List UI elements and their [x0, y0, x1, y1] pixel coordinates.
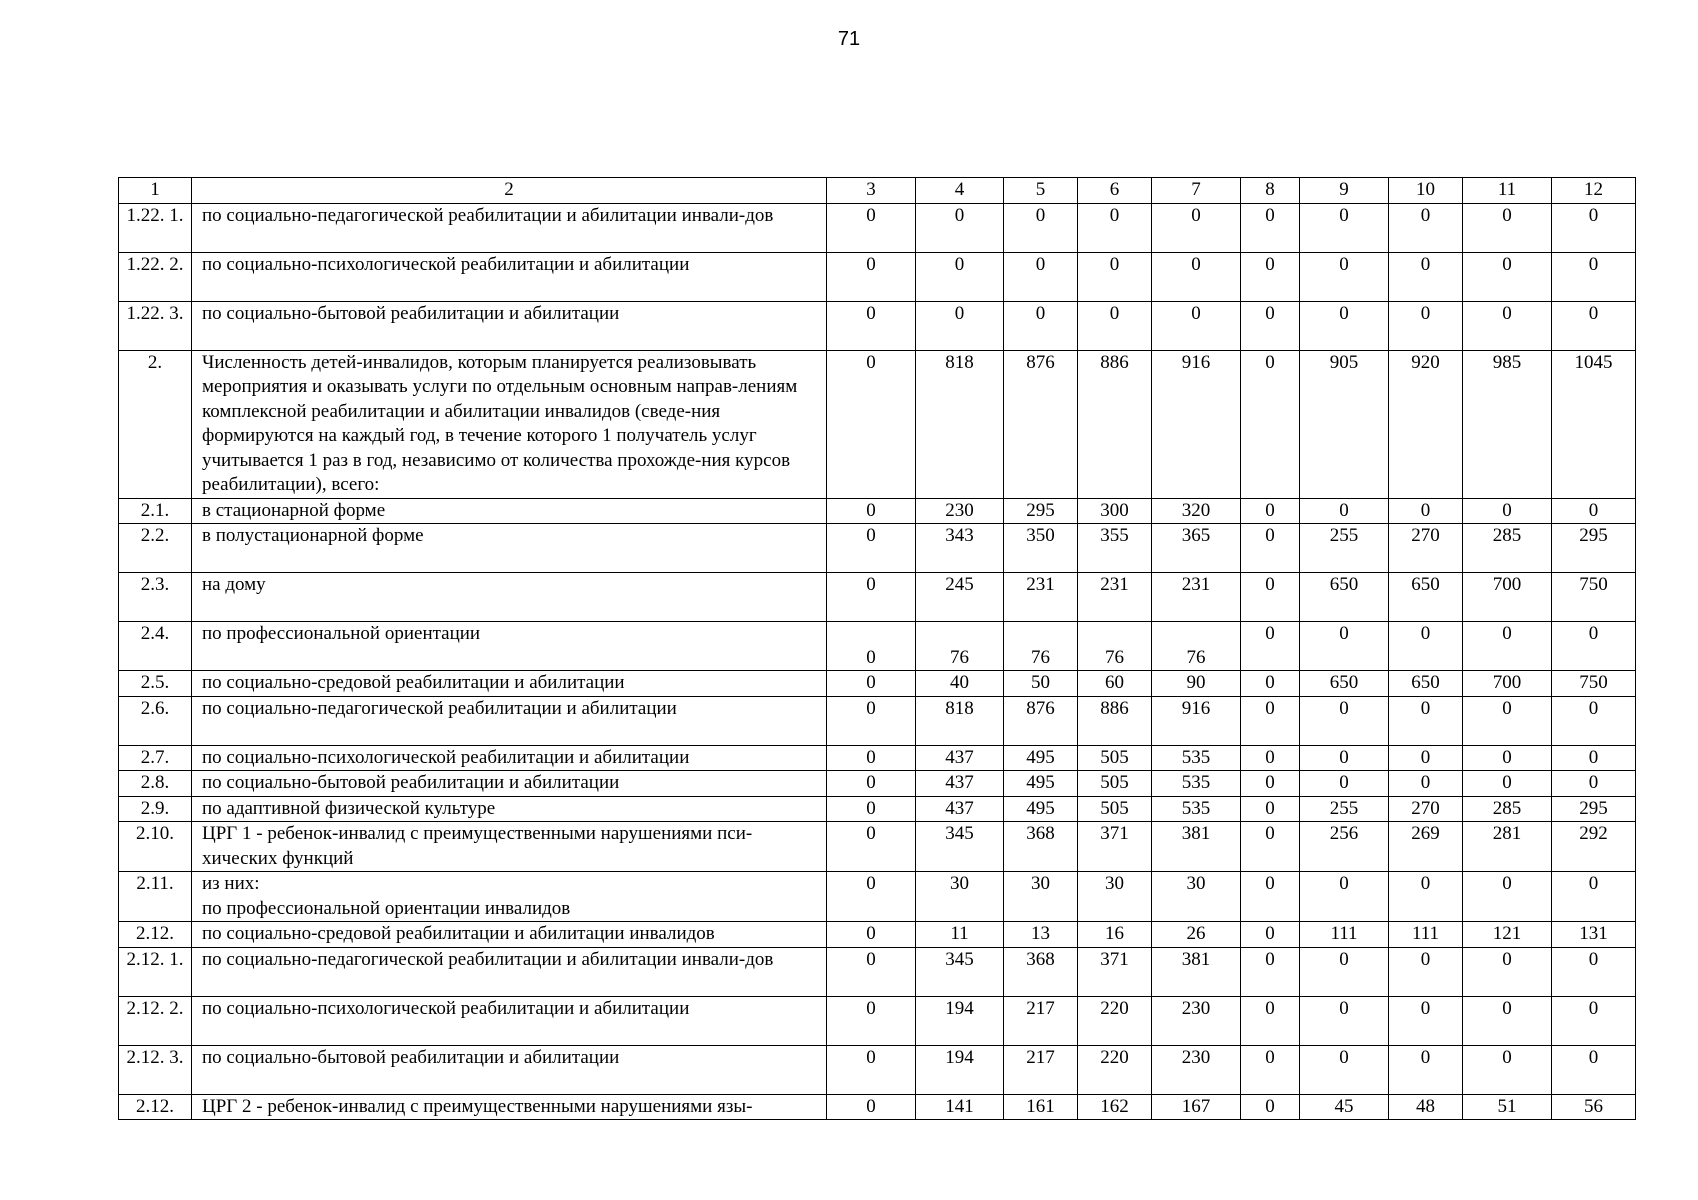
row-number: 2.11. — [119, 872, 192, 922]
value-cell: 0 — [1004, 301, 1078, 350]
value-cell: 0 — [827, 203, 916, 252]
row-number: 2.9. — [119, 796, 192, 822]
value-cell: 886 — [1078, 350, 1152, 498]
value-cell: 818 — [916, 696, 1004, 745]
value-cell: 0 — [1300, 301, 1389, 350]
value-cell: 285 — [1463, 796, 1552, 822]
value-cell: 495 — [1004, 771, 1078, 797]
table-row — [119, 696, 1636, 745]
value-cell: 0 — [827, 745, 916, 771]
row-name: по социально-психологической реабилитации и абилитации — [192, 252, 827, 301]
value-cell: 0 — [916, 252, 1004, 301]
value-cell: 256 — [1300, 822, 1389, 872]
value-cell: 0 — [827, 822, 916, 872]
row-number: 1.22. 3. — [119, 301, 192, 350]
value-cell: 230 — [916, 498, 1004, 524]
value-cell: 0 — [1300, 696, 1389, 745]
value-cell: 56 — [1552, 1094, 1636, 1120]
value-cell: 700 — [1463, 573, 1552, 622]
value-cell: 0 — [1389, 947, 1463, 996]
value-cell: 0 — [1463, 696, 1552, 745]
column-header: 5 — [1004, 178, 1078, 204]
value-cell: 30 — [1152, 872, 1241, 922]
value-cell: 505 — [1078, 796, 1152, 822]
value-cell: 76 — [1004, 622, 1078, 671]
value-cell: 0 — [1241, 573, 1300, 622]
value-cell: 217 — [1004, 996, 1078, 1045]
row-number: 2. — [119, 350, 192, 498]
value-cell: 0 — [1463, 252, 1552, 301]
table-row — [119, 524, 1636, 573]
value-cell: 76 — [1152, 622, 1241, 671]
value-cell: 121 — [1463, 922, 1552, 948]
value-cell: 0 — [1241, 796, 1300, 822]
column-header: 4 — [916, 178, 1004, 204]
value-cell: 0 — [1389, 696, 1463, 745]
value-cell: 437 — [916, 796, 1004, 822]
value-cell: 0 — [1463, 872, 1552, 922]
column-header: 1 — [119, 178, 192, 204]
table-row — [119, 796, 1636, 822]
value-cell: 292 — [1552, 822, 1636, 872]
value-cell: 985 — [1463, 350, 1552, 498]
value-cell: 0 — [1241, 947, 1300, 996]
table-row — [119, 822, 1636, 872]
value-cell: 0 — [1552, 745, 1636, 771]
value-cell: 0 — [827, 622, 916, 671]
value-cell: 0 — [1463, 622, 1552, 671]
value-cell: 269 — [1389, 822, 1463, 872]
value-cell: 0 — [1241, 996, 1300, 1045]
value-cell: 437 — [916, 745, 1004, 771]
value-cell: 905 — [1300, 350, 1389, 498]
value-cell: 141 — [916, 1094, 1004, 1120]
value-cell: 11 — [916, 922, 1004, 948]
value-cell: 0 — [827, 872, 916, 922]
table-row — [119, 996, 1636, 1045]
value-cell: 0 — [827, 524, 916, 573]
page-number: 71 — [837, 28, 861, 50]
value-cell: 30 — [916, 872, 1004, 922]
value-cell: 0 — [1300, 203, 1389, 252]
value-cell: 0 — [827, 771, 916, 797]
value-cell: 0 — [1241, 922, 1300, 948]
row-name: по социально-бытовой реабилитации и абилитации — [192, 1045, 827, 1094]
row-number: 2.12. 3. — [119, 1045, 192, 1094]
value-cell: 30 — [1004, 872, 1078, 922]
value-cell: 0 — [1389, 996, 1463, 1045]
value-cell: 231 — [1152, 573, 1241, 622]
value-cell: 345 — [916, 822, 1004, 872]
value-cell: 876 — [1004, 696, 1078, 745]
column-header: 9 — [1300, 178, 1389, 204]
value-cell: 131 — [1552, 922, 1636, 948]
value-cell: 231 — [1078, 573, 1152, 622]
row-number: 2.4. — [119, 622, 192, 671]
row-number: 2.6. — [119, 696, 192, 745]
value-cell: 0 — [1241, 252, 1300, 301]
row-name: на дому — [192, 573, 827, 622]
table-row — [119, 252, 1636, 301]
value-cell: 368 — [1004, 947, 1078, 996]
value-cell: 0 — [1241, 1094, 1300, 1120]
value-cell: 0 — [1241, 524, 1300, 573]
value-cell: 535 — [1152, 745, 1241, 771]
value-cell: 76 — [1078, 622, 1152, 671]
table-row — [119, 671, 1636, 697]
value-cell: 0 — [1241, 745, 1300, 771]
value-cell: 0 — [1552, 301, 1636, 350]
value-cell: 371 — [1078, 947, 1152, 996]
row-number: 2.2. — [119, 524, 192, 573]
column-header: 2 — [192, 178, 827, 204]
value-cell: 0 — [1241, 696, 1300, 745]
value-cell: 0 — [1078, 203, 1152, 252]
value-cell: 111 — [1389, 922, 1463, 948]
value-cell: 0 — [827, 796, 916, 822]
value-cell: 0 — [1463, 947, 1552, 996]
value-cell: 90 — [1152, 671, 1241, 697]
value-cell: 300 — [1078, 498, 1152, 524]
value-cell: 0 — [1241, 203, 1300, 252]
value-cell: 0 — [1463, 996, 1552, 1045]
value-cell: 50 — [1004, 671, 1078, 697]
value-cell: 365 — [1152, 524, 1241, 573]
value-cell: 0 — [827, 573, 916, 622]
value-cell: 0 — [827, 301, 916, 350]
table-row — [119, 498, 1636, 524]
value-cell: 381 — [1152, 947, 1241, 996]
value-cell: 0 — [1389, 745, 1463, 771]
data-table — [118, 177, 1636, 1120]
row-number: 2.7. — [119, 745, 192, 771]
column-header: 7 — [1152, 178, 1241, 204]
value-cell: 0 — [1241, 498, 1300, 524]
value-cell: 0 — [1004, 252, 1078, 301]
value-cell: 0 — [827, 350, 916, 498]
table-row — [119, 350, 1636, 498]
value-cell: 0 — [827, 922, 916, 948]
value-cell: 48 — [1389, 1094, 1463, 1120]
value-cell: 13 — [1004, 922, 1078, 948]
value-cell: 0 — [827, 696, 916, 745]
value-cell: 0 — [1389, 498, 1463, 524]
value-cell: 220 — [1078, 1045, 1152, 1094]
value-cell: 60 — [1078, 671, 1152, 697]
row-number: 2.10. — [119, 822, 192, 872]
row-name: из них: по профессиональной ориентации инвалидов — [192, 872, 827, 922]
value-cell: 167 — [1152, 1094, 1241, 1120]
value-cell: 231 — [1004, 573, 1078, 622]
value-cell: 650 — [1300, 671, 1389, 697]
value-cell: 505 — [1078, 745, 1152, 771]
table-body — [119, 178, 1636, 1120]
value-cell: 230 — [1152, 1045, 1241, 1094]
value-cell: 650 — [1389, 671, 1463, 697]
table-row — [119, 622, 1636, 671]
value-cell: 0 — [827, 498, 916, 524]
value-cell: 0 — [1389, 872, 1463, 922]
column-header: 3 — [827, 178, 916, 204]
value-cell: 0 — [1004, 203, 1078, 252]
value-cell: 0 — [1552, 696, 1636, 745]
row-number: 2.1. — [119, 498, 192, 524]
value-cell: 111 — [1300, 922, 1389, 948]
value-cell: 343 — [916, 524, 1004, 573]
table-row — [119, 1045, 1636, 1094]
value-cell: 535 — [1152, 771, 1241, 797]
value-cell: 0 — [1241, 1045, 1300, 1094]
value-cell: 295 — [1004, 498, 1078, 524]
value-cell: 371 — [1078, 822, 1152, 872]
table-row — [119, 947, 1636, 996]
column-header: 6 — [1078, 178, 1152, 204]
row-name: ЦРГ 2 - ребенок-инвалид с преимущественными нарушениями язы- — [192, 1094, 827, 1120]
value-cell: 0 — [1300, 1045, 1389, 1094]
value-cell: 270 — [1389, 524, 1463, 573]
value-cell: 0 — [827, 1045, 916, 1094]
value-cell: 220 — [1078, 996, 1152, 1045]
row-name: по профессиональной ориентации — [192, 622, 827, 671]
row-name: по социально-педагогической реабилитации и абилитации инвали-дов — [192, 947, 827, 996]
value-cell: 0 — [1389, 203, 1463, 252]
value-cell: 16 — [1078, 922, 1152, 948]
row-name: по социально-средовой реабилитации и абилитации инвалидов — [192, 922, 827, 948]
value-cell: 0 — [1300, 996, 1389, 1045]
value-cell: 255 — [1300, 524, 1389, 573]
value-cell: 0 — [1552, 622, 1636, 671]
value-cell: 0 — [827, 947, 916, 996]
value-cell: 0 — [1152, 252, 1241, 301]
row-number: 1.22. 2. — [119, 252, 192, 301]
row-number: 2.12. — [119, 922, 192, 948]
value-cell: 1045 — [1552, 350, 1636, 498]
value-cell: 194 — [916, 1045, 1004, 1094]
value-cell: 0 — [1152, 203, 1241, 252]
row-number: 2.8. — [119, 771, 192, 797]
value-cell: 162 — [1078, 1094, 1152, 1120]
row-number: 2.12. 2. — [119, 996, 192, 1045]
value-cell: 505 — [1078, 771, 1152, 797]
value-cell: 161 — [1004, 1094, 1078, 1120]
value-cell: 0 — [1241, 771, 1300, 797]
value-cell: 0 — [1078, 252, 1152, 301]
value-cell: 0 — [1463, 498, 1552, 524]
value-cell: 0 — [1241, 622, 1300, 671]
row-name: по социально-бытовой реабилитации и абилитации — [192, 301, 827, 350]
value-cell: 0 — [1241, 301, 1300, 350]
value-cell: 0 — [1300, 771, 1389, 797]
table-row — [119, 1094, 1636, 1120]
value-cell: 0 — [1552, 996, 1636, 1045]
value-cell: 650 — [1389, 573, 1463, 622]
value-cell: 0 — [1241, 872, 1300, 922]
value-cell: 26 — [1152, 922, 1241, 948]
value-cell: 0 — [1552, 771, 1636, 797]
row-name: по социально-бытовой реабилитации и абилитации — [192, 771, 827, 797]
value-cell: 0 — [1389, 301, 1463, 350]
value-cell: 437 — [916, 771, 1004, 797]
value-cell: 920 — [1389, 350, 1463, 498]
value-cell: 886 — [1078, 696, 1152, 745]
value-cell: 368 — [1004, 822, 1078, 872]
value-cell: 650 — [1300, 573, 1389, 622]
row-number: 2.5. — [119, 671, 192, 697]
value-cell: 0 — [1300, 252, 1389, 301]
value-cell: 0 — [1389, 1045, 1463, 1094]
value-cell: 345 — [916, 947, 1004, 996]
value-cell: 0 — [1241, 671, 1300, 697]
value-cell: 255 — [1300, 796, 1389, 822]
row-name: по социально-психологической реабилитации и абилитации — [192, 996, 827, 1045]
value-cell: 194 — [916, 996, 1004, 1045]
value-cell: 0 — [916, 301, 1004, 350]
value-cell: 0 — [1300, 872, 1389, 922]
value-cell: 381 — [1152, 822, 1241, 872]
value-cell: 0 — [1552, 203, 1636, 252]
value-cell: 281 — [1463, 822, 1552, 872]
value-cell: 0 — [1463, 771, 1552, 797]
row-name: по социально-педагогической реабилитации и абилитации инвали-дов — [192, 203, 827, 252]
table-row — [119, 745, 1636, 771]
value-cell: 0 — [1552, 872, 1636, 922]
value-cell: 495 — [1004, 745, 1078, 771]
value-cell: 750 — [1552, 671, 1636, 697]
value-cell: 51 — [1463, 1094, 1552, 1120]
table-row — [119, 872, 1636, 922]
value-cell: 285 — [1463, 524, 1552, 573]
value-cell: 40 — [916, 671, 1004, 697]
value-cell: 0 — [1463, 301, 1552, 350]
value-cell: 0 — [1552, 498, 1636, 524]
value-cell: 0 — [1241, 350, 1300, 498]
row-name: по адаптивной физической культуре — [192, 796, 827, 822]
value-cell: 0 — [827, 671, 916, 697]
row-name: Численность детей-инвалидов, которым планируется реализовывать мероприятия и оказывать услуги по отдельным основным направ-лениям комплексной реабилитации и абилитации инвалидов (сведе-ния формируются на каждый год, в течение которого 1 получатель услуг учитывается 1 раз в год, независимо от количества прохожде-ния курсов реабилитации), всего: — [192, 350, 827, 498]
value-cell: 0 — [1463, 203, 1552, 252]
row-number: 1.22. 1. — [119, 203, 192, 252]
row-number: 2.12. — [119, 1094, 192, 1120]
value-cell: 0 — [1152, 301, 1241, 350]
value-cell: 916 — [1152, 350, 1241, 498]
value-cell: 76 — [916, 622, 1004, 671]
row-name: по социально-психологической реабилитации и абилитации — [192, 745, 827, 771]
value-cell: 270 — [1389, 796, 1463, 822]
row-name: ЦРГ 1 - ребенок-инвалид с преимущественными нарушениями пси-хических функций — [192, 822, 827, 872]
value-cell: 217 — [1004, 1045, 1078, 1094]
value-cell: 0 — [916, 203, 1004, 252]
value-cell: 0 — [1389, 622, 1463, 671]
column-header: 12 — [1552, 178, 1636, 204]
column-header: 11 — [1463, 178, 1552, 204]
column-header: 8 — [1241, 178, 1300, 204]
table-row — [119, 771, 1636, 797]
value-cell: 355 — [1078, 524, 1152, 573]
column-header: 10 — [1389, 178, 1463, 204]
value-cell: 0 — [1300, 498, 1389, 524]
row-name: в стационарной форме — [192, 498, 827, 524]
value-cell: 295 — [1552, 796, 1636, 822]
table-row — [119, 922, 1636, 948]
value-cell: 245 — [916, 573, 1004, 622]
value-cell: 295 — [1552, 524, 1636, 573]
value-cell: 535 — [1152, 796, 1241, 822]
value-cell: 916 — [1152, 696, 1241, 745]
value-cell: 0 — [1463, 745, 1552, 771]
value-cell: 0 — [1241, 822, 1300, 872]
header-row — [119, 178, 1636, 204]
row-name: в полустационарной форме — [192, 524, 827, 573]
value-cell: 0 — [1300, 745, 1389, 771]
value-cell: 0 — [1078, 301, 1152, 350]
row-number: 2.3. — [119, 573, 192, 622]
value-cell: 0 — [1552, 252, 1636, 301]
value-cell: 818 — [916, 350, 1004, 498]
value-cell: 0 — [1552, 947, 1636, 996]
value-cell: 45 — [1300, 1094, 1389, 1120]
value-cell: 350 — [1004, 524, 1078, 573]
table-row — [119, 203, 1636, 252]
value-cell: 0 — [1389, 771, 1463, 797]
value-cell: 0 — [1300, 622, 1389, 671]
table-row — [119, 301, 1636, 350]
value-cell: 750 — [1552, 573, 1636, 622]
value-cell: 30 — [1078, 872, 1152, 922]
value-cell: 0 — [1300, 947, 1389, 996]
value-cell: 0 — [1389, 252, 1463, 301]
value-cell: 876 — [1004, 350, 1078, 498]
row-name: по социально-средовой реабилитации и абилитации — [192, 671, 827, 697]
table-row — [119, 573, 1636, 622]
value-cell: 495 — [1004, 796, 1078, 822]
value-cell: 0 — [827, 1094, 916, 1120]
row-number: 2.12. 1. — [119, 947, 192, 996]
value-cell: 0 — [1463, 1045, 1552, 1094]
value-cell: 230 — [1152, 996, 1241, 1045]
value-cell: 700 — [1463, 671, 1552, 697]
value-cell: 0 — [827, 252, 916, 301]
value-cell: 320 — [1152, 498, 1241, 524]
row-name: по социально-педагогической реабилитации и абилитации — [192, 696, 827, 745]
value-cell: 0 — [1552, 1045, 1636, 1094]
value-cell: 0 — [827, 996, 916, 1045]
